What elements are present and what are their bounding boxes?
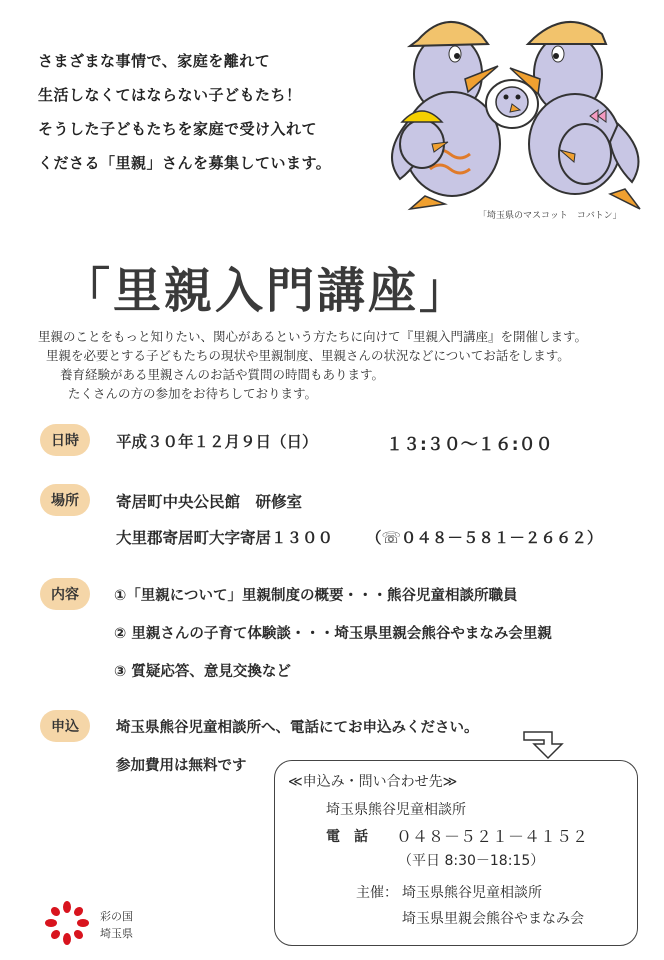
arrow-down-right-icon bbox=[520, 726, 570, 760]
contact-hours: （平日 8:30－18:15） bbox=[398, 853, 545, 869]
intro-line: さまざまな事情で、家庭を離れて bbox=[38, 52, 271, 70]
content-item: ①「里親について」里親制度の概要・・・熊谷児童相談所職員 bbox=[114, 588, 518, 604]
address: 大里郡寄居町大字寄居１３００ bbox=[116, 529, 334, 547]
venue-tel: （☏０４８－５８１－２６６２） bbox=[366, 529, 603, 547]
mascot-baby-bird bbox=[486, 80, 538, 128]
logo-line: 埼玉県 bbox=[100, 927, 133, 940]
contact-heading: ≪申込み・問い合わせ先≫ bbox=[288, 774, 458, 790]
logo-text bbox=[100, 908, 133, 942]
intro-line: 生活しなくてはならない子どもたち！ bbox=[38, 86, 302, 104]
description-line: 里親のことをもっと知りたい、関心があるという方たちに向けて『里親入門講座』を開催します。 bbox=[38, 329, 588, 344]
venue: 寄居町中央公民館 研修室 bbox=[116, 493, 303, 511]
intro-line: そうした子どもたちを家庭で受け入れて bbox=[38, 120, 318, 138]
apply-label: 申込 bbox=[40, 710, 90, 742]
content-label: 内容 bbox=[40, 578, 90, 610]
description-line: 里親を必要とする子どもたちの現状や里親制度、里親さんの状況などについてお話をします。 bbox=[46, 348, 570, 363]
datetime-label: 日時 bbox=[40, 424, 90, 456]
contact-tel-label: 電 話 bbox=[326, 829, 368, 845]
description-line: 養育経験がある里親さんのお話や質問の時間もあります。 bbox=[60, 367, 385, 382]
saitama-logo-icon bbox=[44, 900, 90, 946]
event-time: １３:３０～１６:００ bbox=[386, 435, 553, 455]
contact-tel: ０４８－５２１－４１５２ bbox=[396, 827, 589, 846]
content-item: ③ 質疑応答、意見交換など bbox=[114, 664, 291, 680]
host-label: 主催： bbox=[356, 885, 398, 901]
event-date: 平成３０年１２月９日（日） bbox=[116, 433, 318, 451]
intro-line: くださる「里親」さんを募集しています。 bbox=[38, 154, 332, 172]
host-org: 埼玉県里親会熊谷やまなみ会 bbox=[402, 911, 584, 927]
content-item: ② 里親さんの子育て体験談・・・埼玉県里親会熊谷やまなみ会里親 bbox=[114, 626, 552, 642]
contact-org: 埼玉県熊谷児童相談所 bbox=[326, 802, 466, 818]
mascot-caption: 「埼玉県のマスコット コバトン」 bbox=[478, 211, 622, 221]
apply-fee: 参加費用は無料です bbox=[116, 758, 247, 774]
mascot-illustration bbox=[370, 4, 660, 214]
logo-line: 彩の国 bbox=[100, 910, 133, 923]
host-org: 埼玉県熊谷児童相談所 bbox=[402, 885, 542, 901]
page-title: 「里親入門講座」 bbox=[62, 263, 471, 319]
intro-text bbox=[38, 44, 331, 180]
description-line: たくさんの方の参加をお待ちしております。 bbox=[68, 386, 318, 401]
place-label: 場所 bbox=[40, 484, 90, 516]
apply-instruction: 埼玉県熊谷児童相談所へ、電話にてお申込みください。 bbox=[116, 720, 479, 736]
